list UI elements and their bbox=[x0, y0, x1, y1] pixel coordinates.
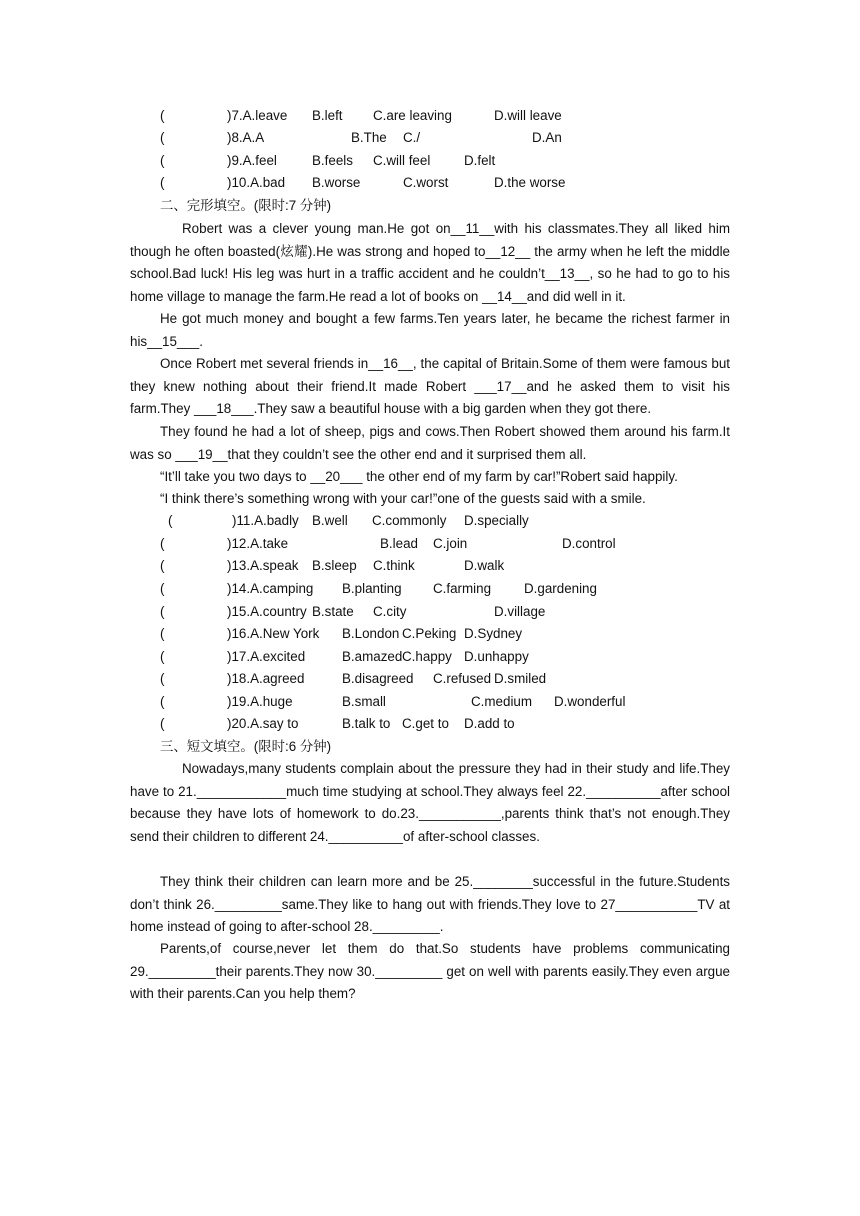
option-c: C.happy bbox=[402, 649, 452, 664]
cloze-paragraph-1: Robert was a clever young man.He got on__11__with his classmates.They all liked him though he often boasted(炫耀).He was strong and hoped to__12__ the army when he left the middle school.Bad luck! His leg was hurt in a traffic accident and he couldn’t__13__, so he had to go to his home village to manage the farm.He read a lot of books on __14__and did well in it. bbox=[130, 221, 730, 304]
option-d: D.will leave bbox=[494, 108, 562, 123]
option-a: )9.A.feel bbox=[227, 153, 277, 168]
answer-bracket: ( bbox=[160, 130, 165, 145]
option-c: C.Peking bbox=[402, 626, 457, 641]
section-heading-blank-fill: 三、短文填空。(限时:6 分钟) bbox=[160, 739, 332, 754]
option-d: D.the worse bbox=[494, 175, 566, 190]
option-d: D.walk bbox=[464, 558, 505, 573]
option-b: B.left bbox=[312, 108, 343, 123]
option-b: B.feels bbox=[312, 153, 353, 168]
option-d: D.control bbox=[562, 536, 616, 551]
answer-bracket: ( bbox=[160, 558, 165, 573]
option-c: C.city bbox=[373, 604, 407, 619]
answer-bracket: ( bbox=[160, 671, 165, 686]
option-c: C.get to bbox=[402, 716, 449, 731]
option-b: B.lead bbox=[380, 536, 418, 551]
option-d: D.wonderful bbox=[554, 694, 626, 709]
option-a: )7.A.leave bbox=[227, 108, 288, 123]
answer-bracket: ( bbox=[160, 604, 165, 619]
cloze-paragraph-3: Once Robert met several friends in__16__, the capital of Britain.Some of them were famous but they knew nothing about their friend.It made Robert ___17__and he asked them to visit his farm.They ___18___.They saw a beautiful house with a big garden when they got there. bbox=[130, 356, 730, 417]
option-d: D.gardening bbox=[524, 581, 597, 596]
option-a: )14.A.camping bbox=[227, 581, 314, 596]
option-a: )19.A.huge bbox=[227, 694, 293, 709]
option-c: C.join bbox=[433, 536, 468, 551]
option-b: B.planting bbox=[342, 581, 402, 596]
option-d: D.specially bbox=[464, 513, 529, 528]
answer-bracket: ( bbox=[168, 513, 173, 528]
option-b: B.London bbox=[342, 626, 400, 641]
option-b: B.The bbox=[351, 130, 387, 145]
option-a: )15.A.country bbox=[227, 604, 307, 619]
option-c: C.refused bbox=[433, 671, 492, 686]
option-d: D.felt bbox=[464, 153, 496, 168]
answer-bracket: ( bbox=[160, 581, 165, 596]
option-b: B.small bbox=[342, 694, 386, 709]
cloze-quote-2: “I think there’s something wrong with your car!”one of the guests said with a smile. bbox=[160, 491, 646, 506]
option-b: B.amazed bbox=[342, 649, 403, 664]
option-c: C.medium bbox=[471, 694, 533, 709]
answer-bracket: ( bbox=[160, 153, 165, 168]
option-a: )13.A.speak bbox=[227, 558, 299, 573]
option-b: B.state bbox=[312, 604, 354, 619]
answer-bracket: ( bbox=[160, 694, 165, 709]
option-c: C.commonly bbox=[372, 513, 447, 528]
option-d: D.An bbox=[532, 130, 562, 145]
option-b: B.talk to bbox=[342, 716, 391, 731]
answer-bracket: ( bbox=[160, 536, 165, 551]
answer-bracket: ( bbox=[160, 175, 165, 190]
passage-paragraph-3: Parents,of course,never let them do that.So students have problems communicating 29._________their parents.They now 30._________ get on well with parents easily.They even argue with their parents.Can you help them? bbox=[130, 941, 730, 1002]
cloze-quote-1: “It’ll take you two days to __20___ the other end of my farm by car!”Robert said happily. bbox=[160, 469, 678, 484]
passage-paragraph-2: They think their children can learn more and be 25.________successful in the future.Students don’t think 26._________same.They like to hang out with friends.They love to 27___________TV at home instead of going to after-school 28._________. bbox=[130, 874, 730, 935]
option-b: B.well bbox=[312, 513, 348, 528]
answer-bracket: ( bbox=[160, 626, 165, 641]
option-c: C.are leaving bbox=[373, 108, 452, 123]
option-d: D.add to bbox=[464, 716, 515, 731]
option-d: D.Sydney bbox=[464, 626, 523, 641]
answer-bracket: ( bbox=[160, 716, 165, 731]
cloze-paragraph-4: They found he had a lot of sheep, pigs and cows.Then Robert showed them around his farm.It was so ___19__that they couldn’t see the other end and it surprised them all. bbox=[130, 424, 730, 462]
option-c: C.farming bbox=[433, 581, 492, 596]
passage-paragraph-1: Nowadays,many students complain about the pressure they had in their study and life.They have to 21.____________much time studying at school.They always feel 22.__________after school because they have lots of homework to do.23.___________,parents think that’s not enough.They send their children to different 24.__________of after-school classes. bbox=[130, 761, 730, 844]
option-a: )11.A.badly bbox=[232, 513, 299, 528]
option-c: C.think bbox=[373, 558, 415, 573]
option-a: )18.A.agreed bbox=[227, 671, 305, 686]
answer-bracket: ( bbox=[160, 108, 165, 123]
option-d: D.smiled bbox=[494, 671, 547, 686]
section-heading-cloze: 二、完形填空。(限时:7 分钟) bbox=[160, 198, 332, 213]
option-a: )20.A.say to bbox=[227, 716, 299, 731]
option-a: )10.A.bad bbox=[227, 175, 286, 190]
cloze-paragraph-2: He got much money and bought a few farms.Ten years later, he became the richest farmer in his__15___. bbox=[130, 311, 730, 349]
option-c: C./ bbox=[403, 130, 421, 145]
option-c: C.will feel bbox=[373, 153, 431, 168]
option-d: D.village bbox=[494, 604, 546, 619]
option-d: D.unhappy bbox=[464, 649, 529, 664]
option-a: )17.A.excited bbox=[227, 649, 306, 664]
option-b: B.sleep bbox=[312, 558, 357, 573]
option-a: )12.A.take bbox=[227, 536, 289, 551]
option-b: B.worse bbox=[312, 175, 361, 190]
option-a: )8.A.A bbox=[227, 130, 265, 145]
answer-bracket: ( bbox=[160, 649, 165, 664]
option-c: C.worst bbox=[403, 175, 449, 190]
option-a: )16.A.New York bbox=[227, 626, 320, 641]
option-b: B.disagreed bbox=[342, 671, 414, 686]
